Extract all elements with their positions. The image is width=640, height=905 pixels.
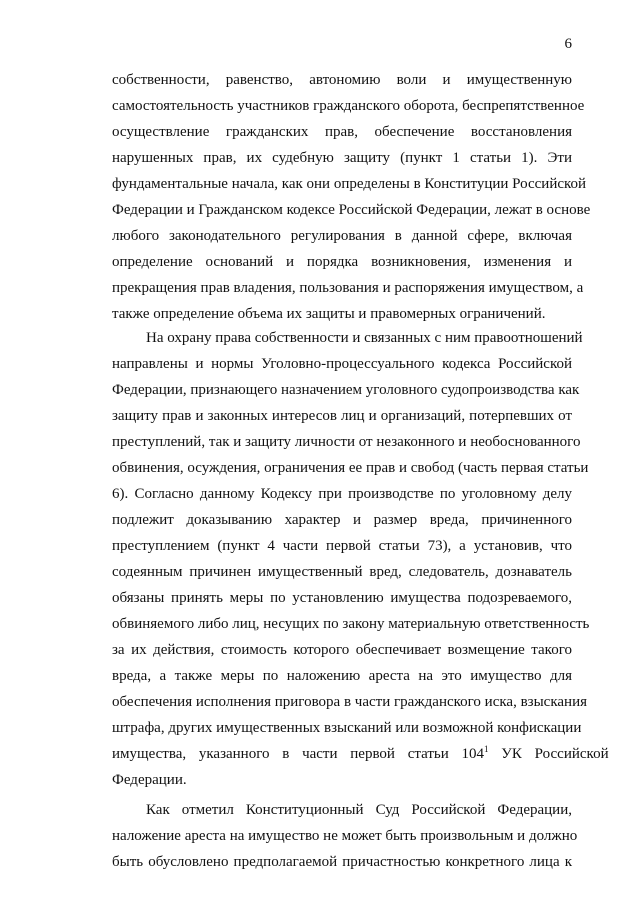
paragraph-2-line: за их действия, стоимость которого обеспечивает возмещение такого xyxy=(112,642,572,658)
paragraph-1-line: прекращения прав владения, пользования и распоряжения имуществом, а xyxy=(112,280,584,296)
paragraph-1-line: Федерации и Гражданском кодексе Российской Федерации, лежат в основе xyxy=(112,202,591,218)
line-text: имущества, указанного в части первой статьи 104 xyxy=(112,746,485,762)
paragraph-2-line: На охрану права собственности и связанных с ним правоотношений xyxy=(146,330,583,346)
paragraph-1-line: осуществление гражданских прав, обеспечение восстановления xyxy=(112,124,572,140)
paragraph-2-line: обвинения, осуждения, ограничения ее прав и свобод (часть первая статьи xyxy=(112,460,589,476)
paragraph-1-line: определение оснований и порядка возникновения, изменения и xyxy=(112,254,572,270)
paragraph-3-line: Как отметил Конституционный Суд Российской Федерации, xyxy=(146,802,572,818)
superscript: 1 xyxy=(484,744,489,754)
paragraph-2-line: преступлений, так и защиту личности от незаконного и необоснованного xyxy=(112,434,581,450)
paragraph-2-line: вреда, а также меры по наложению ареста на это имущество для xyxy=(112,668,572,684)
paragraph-2-line: Федерации, признающего назначением уголовного судопроизводства как xyxy=(112,382,580,398)
paragraph-2-line: подлежит доказыванию характер и размер вреда, причиненного xyxy=(112,512,572,528)
paragraph-2-line: обязаны принять меры по установлению имущества подозреваемого, xyxy=(112,590,572,606)
paragraph-2-line: Федерации. xyxy=(112,772,187,788)
page-number: 6 xyxy=(564,36,572,52)
paragraph-2-line: направлены и нормы Уголовно-процессуального кодекса Российской xyxy=(112,356,572,372)
paragraph-1-line: также определение объема их защиты и правомерных ограничений. xyxy=(112,306,546,322)
paragraph-2-line: обеспечения исполнения приговора в части гражданского иска, взыскания xyxy=(112,694,587,710)
paragraph-2-line: штрафа, других имущественных взысканий или возможной конфискации xyxy=(112,720,582,736)
paragraph-2-line: преступлением (пункт 4 части первой статьи 73), а установив, что xyxy=(112,538,572,554)
paragraph-1-line: нарушенных прав, их судебную защиту (пункт 1 статьи 1). Эти xyxy=(112,150,572,166)
paragraph-1-line: самостоятельность участников гражданского оборота, беспрепятственное xyxy=(112,98,585,114)
paragraph-3-line: быть обусловлено предполагаемой причастностью конкретного лица к xyxy=(112,854,572,870)
paragraph-1-line: собственности, равенство, автономию воли и имущественную xyxy=(112,72,572,88)
paragraph-1-line: любого законодательного регулирования в данной сфере, включая xyxy=(112,228,572,244)
paragraph-3-line: наложение ареста на имущество не может быть произвольным и должно xyxy=(112,828,578,844)
paragraph-2-line: защиту прав и законных интересов лиц и организаций, потерпевших от xyxy=(112,408,572,424)
paragraph-1-line: фундаментальные начала, как они определены в Конституции Российской xyxy=(112,176,587,192)
paragraph-2-line-with-superscript xyxy=(112,742,609,766)
paragraph-2-line: обвиняемого либо лиц, несущих по закону материальную ответственность xyxy=(112,616,590,632)
paragraph-2-line: 6). Согласно данному Кодексу при производстве по уголовному делу xyxy=(112,486,572,502)
paragraph-2-line: содеянным причинен имущественный вред, следователь, дознаватель xyxy=(112,564,572,580)
line-text: УК Российской xyxy=(488,746,609,762)
